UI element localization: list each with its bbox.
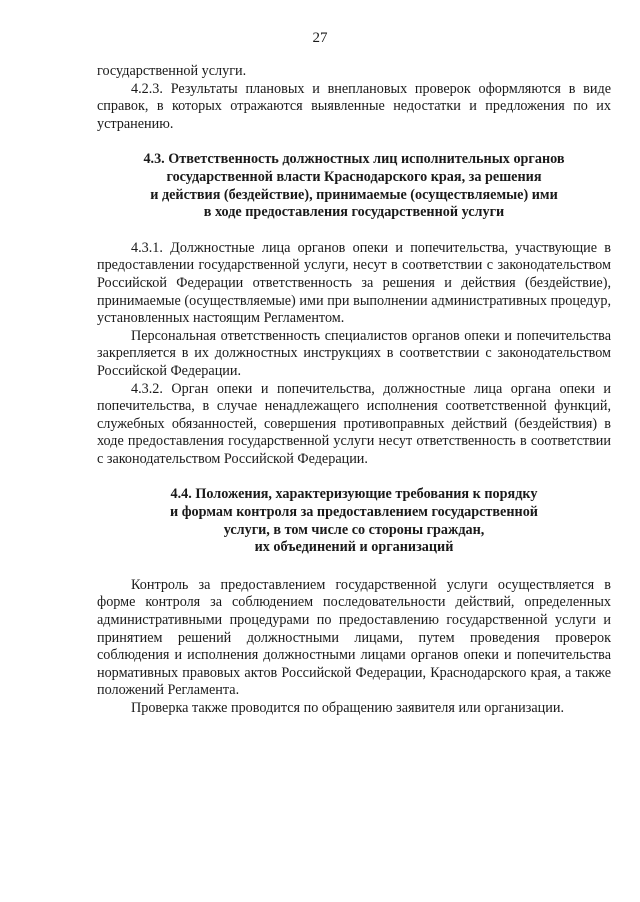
page-number: 27 <box>312 30 328 46</box>
intro-line: государственной услуги. <box>97 63 247 79</box>
heading-4-3-line: государственной власти Краснодарского края, за решения <box>166 168 542 185</box>
heading-4-3-line: в ходе предоставления государственной услуги <box>203 204 505 221</box>
paragraph-check: Проверка также проводится по обращению заявителя или организации. <box>131 700 564 716</box>
heading-4-3 <box>97 151 611 221</box>
paragraph-4-2-3: 4.2.3. Результаты плановых и внеплановых проверок оформляются в виде справок, в которых отражаются выявленные недостатки и предложения по их устранению. <box>97 80 611 132</box>
heading-4-4-line: их объединений и организаций <box>254 539 454 556</box>
paragraph-4-3-1: 4.3.1. Должностные лица органов опеки и попечительства, участвующие в предоставлении государственной услуги, несут в соответствии с законодательством Российской Федерации ответственность за решения и действия (бездействие), принимаемые (осуществляемые) ими при выполнении административных процедур, установленных настоящим Регламентом. <box>97 239 611 327</box>
heading-4-4-line: и формам контроля за предоставлением государственной <box>170 504 538 521</box>
heading-4-3-line: и действия (бездействие), принимаемые (осуществляемые) ими <box>150 186 558 203</box>
heading-4-4-line: 4.4. Положения, характеризующие требования к порядку <box>170 486 538 503</box>
heading-4-4-line: услуги, в том числе со стороны граждан, <box>223 521 485 538</box>
document-body <box>97 63 611 718</box>
heading-4-4 <box>97 486 611 556</box>
paragraph-4-3-2: 4.3.2. Орган опеки и попечительства, должностные лица органа опеки и попечительства, в случае ненадлежащего исполнения соответственной функций, служебных обязанностей, совершения противоправных действий (бездействия) в ходе предоставления государственной услуги несут ответственность в соответствии с законодательством Российской Федерации. <box>97 380 611 467</box>
paragraph-control: Контроль за предоставлением государственной услуги осуществляется в форме контроля за соблюдением последовательности действий, определенных административными процедурами по предоставлению государственной услуги и принятием решений должностными лицами, путем проведения проверок соблюдения и исполнения должностными лицами органов опеки и попечительства нормативных правовых актов Российской Федерации, Краснодарского края, а также положений Регламента. <box>97 576 611 699</box>
heading-4-3-line: 4.3. Ответственность должностных лиц исполнительных органов <box>143 151 565 168</box>
paragraph-personal-responsibility: Персональная ответственность специалистов органов опеки и попечительства закрепляется в их должностных инструкциях в соответствии с законодательством Российской Федерации. <box>97 327 611 379</box>
